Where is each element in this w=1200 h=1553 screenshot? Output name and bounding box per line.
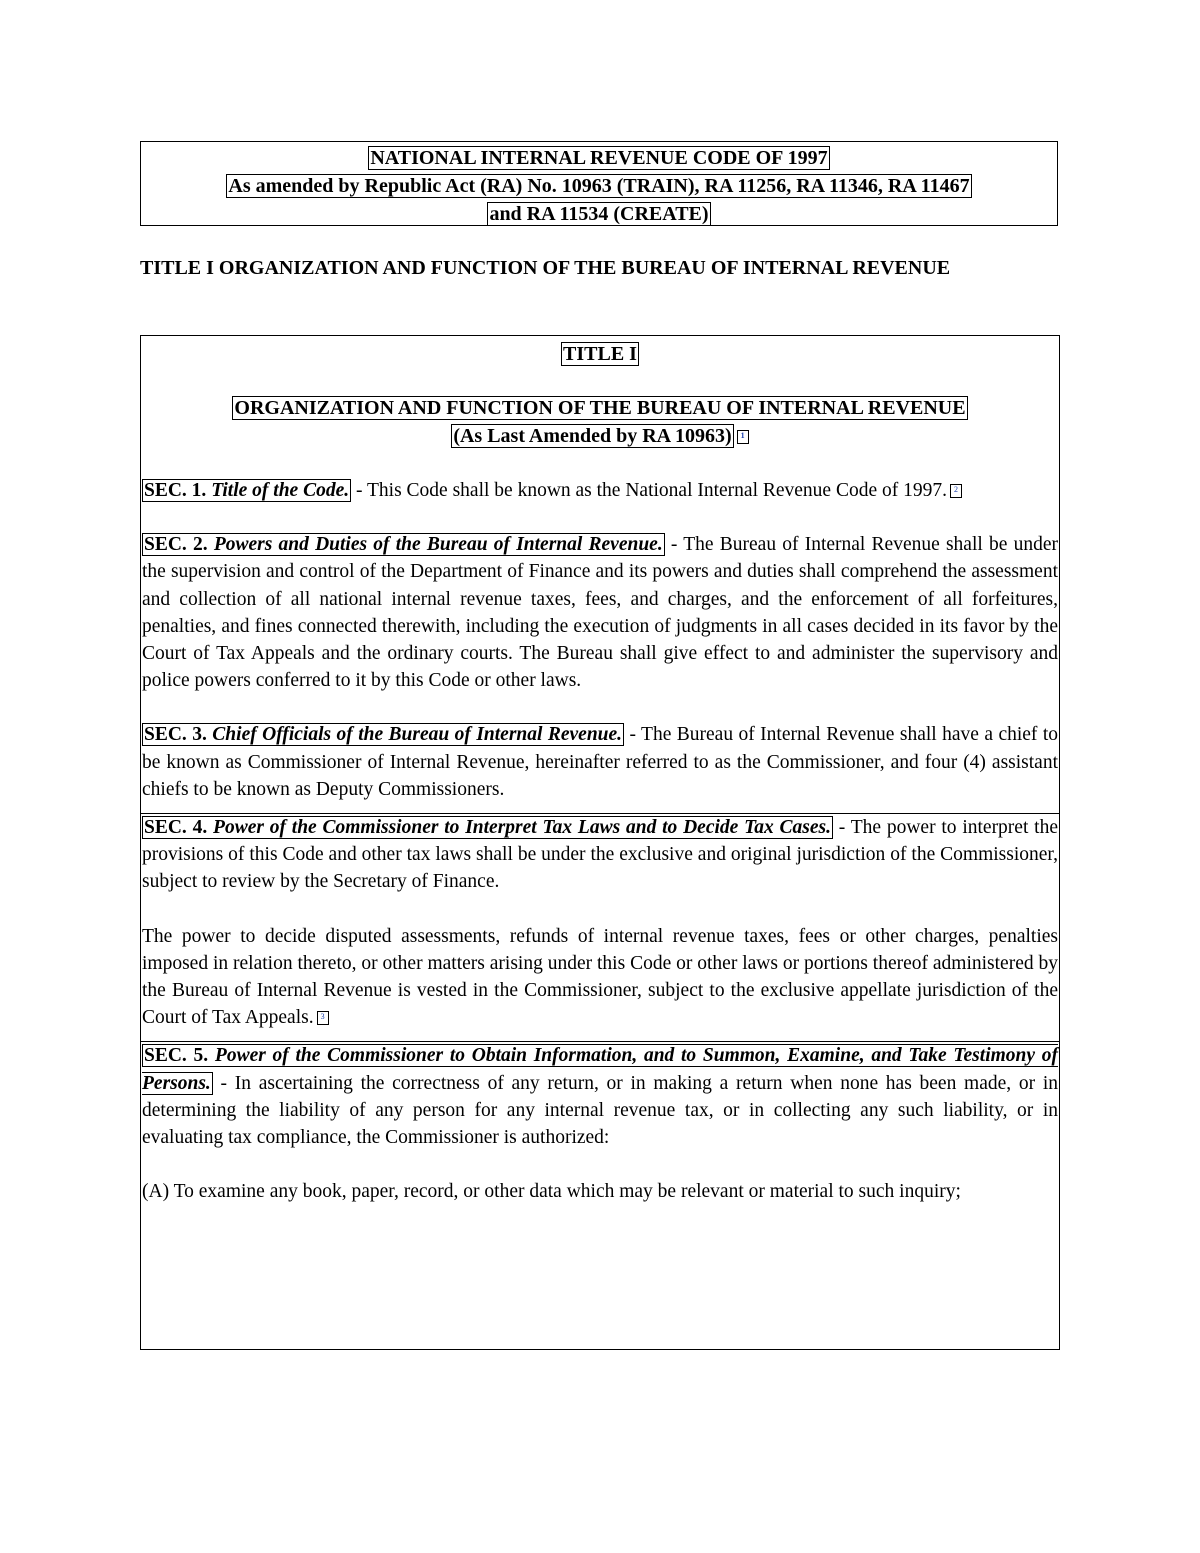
header-line-3: and RA 11534 (CREATE) — [489, 203, 709, 225]
section-2-heading: SEC. 2. Powers and Duties of the Bureau of Internal Revenue. — [144, 534, 663, 556]
footnote-link-1[interactable]: 1 — [737, 430, 749, 444]
section-1-text: - This Code shall be known as the National Internal Revenue Code of 1997. — [351, 480, 947, 501]
section-5 — [141, 1042, 1059, 1151]
section-4 — [141, 814, 1059, 896]
section-3-heading: SEC. 3. Chief Officials of the Bureau of Internal Revenue. — [144, 724, 623, 746]
document-header — [140, 141, 1058, 226]
section-5-heading: SEC. 5. Power of the Commissioner to Obtain Information, and to Summon, Examine, and Take Testimony of Persons. — [142, 1045, 1058, 1094]
section-1 — [141, 477, 1059, 504]
footnote-link-2[interactable]: 2 — [950, 484, 962, 498]
section-4-paragraph-2: The power to decide disputed assessments, refunds of internal revenue taxes, fees or other charges, penalties imposed in relation thereto, or other matters arising under this Code or other laws or portions thereof administered by the Bureau of Internal Revenue is vested in the Commissioner, subject to the exclusive appellate jurisdiction of the Court of Tax Appeals. 3 — [142, 925, 1058, 1029]
header-line-1: NATIONAL INTERNAL REVENUE CODE OF 1997 — [370, 147, 828, 169]
section-3-text: - The Bureau of Internal Revenue shall have a chief to be known as Commissioner of Internal Revenue, hereinafter referred to as the Commissioner, and four (4) assistant chiefs to be known as Deputy Commissioners. — [142, 724, 1059, 800]
section-4-heading: SEC. 4. Power of the Commissioner to Interpret Tax Laws and to Decide Tax Cases. — [144, 817, 831, 839]
amended-note: (As Last Amended by RA 10963) — [453, 425, 732, 447]
section-1-heading: SEC. 1. Title of the Code. — [144, 480, 350, 501]
section-5-text: - In ascertaining the correctness of any return, or in making a return when none has been made, or in determining the liability of any person for any internal revenue tax, or in collecting any such liability, or in evaluating tax compliance, the Commissioner is authorized: — [142, 1072, 1058, 1149]
section-5-item-a: (A) To examine any book, paper, record, or other data which may be relevant or material to such inquiry; — [142, 1181, 961, 1203]
content-box — [140, 335, 1060, 1350]
section-2 — [141, 531, 1059, 694]
title-heading: TITLE I ORGANIZATION AND FUNCTION OF THE BUREAU OF INTERNAL REVENUE — [140, 257, 951, 279]
footnote-link-3[interactable]: 3 — [317, 1011, 329, 1025]
content-title: TITLE I — [563, 343, 637, 365]
section-2-text: - The Bureau of Internal Revenue shall be under the supervision and control of the Department of Finance and its powers and duties shall comprehend the assessment and collection of all national internal revenue taxes, fees, and charges, and the enforcement of all forfeitures, penalties, and fines connected therewith, including the execution of judgments in all cases decided in its favor by the Court of Tax Appeals and the ordinary courts. The Bureau shall give effect to and administer the supervisory and police powers conferred to it by this Code or other laws. — [142, 534, 1059, 692]
section-3 — [141, 721, 1059, 803]
content-subtitle: ORGANIZATION AND FUNCTION OF THE BUREAU OF INTERNAL REVENUE — [234, 397, 966, 419]
section-4-text: - The power to interpret the provisions of this Code and other tax laws shall be under the exclusive and original jurisdiction of the Commissioner, subject to review by the Secretary of Finance. — [142, 817, 1058, 893]
header-line-2: As amended by Republic Act (RA) No. 10963 (TRAIN), RA 11256, RA 11346, RA 11467 — [228, 175, 970, 197]
